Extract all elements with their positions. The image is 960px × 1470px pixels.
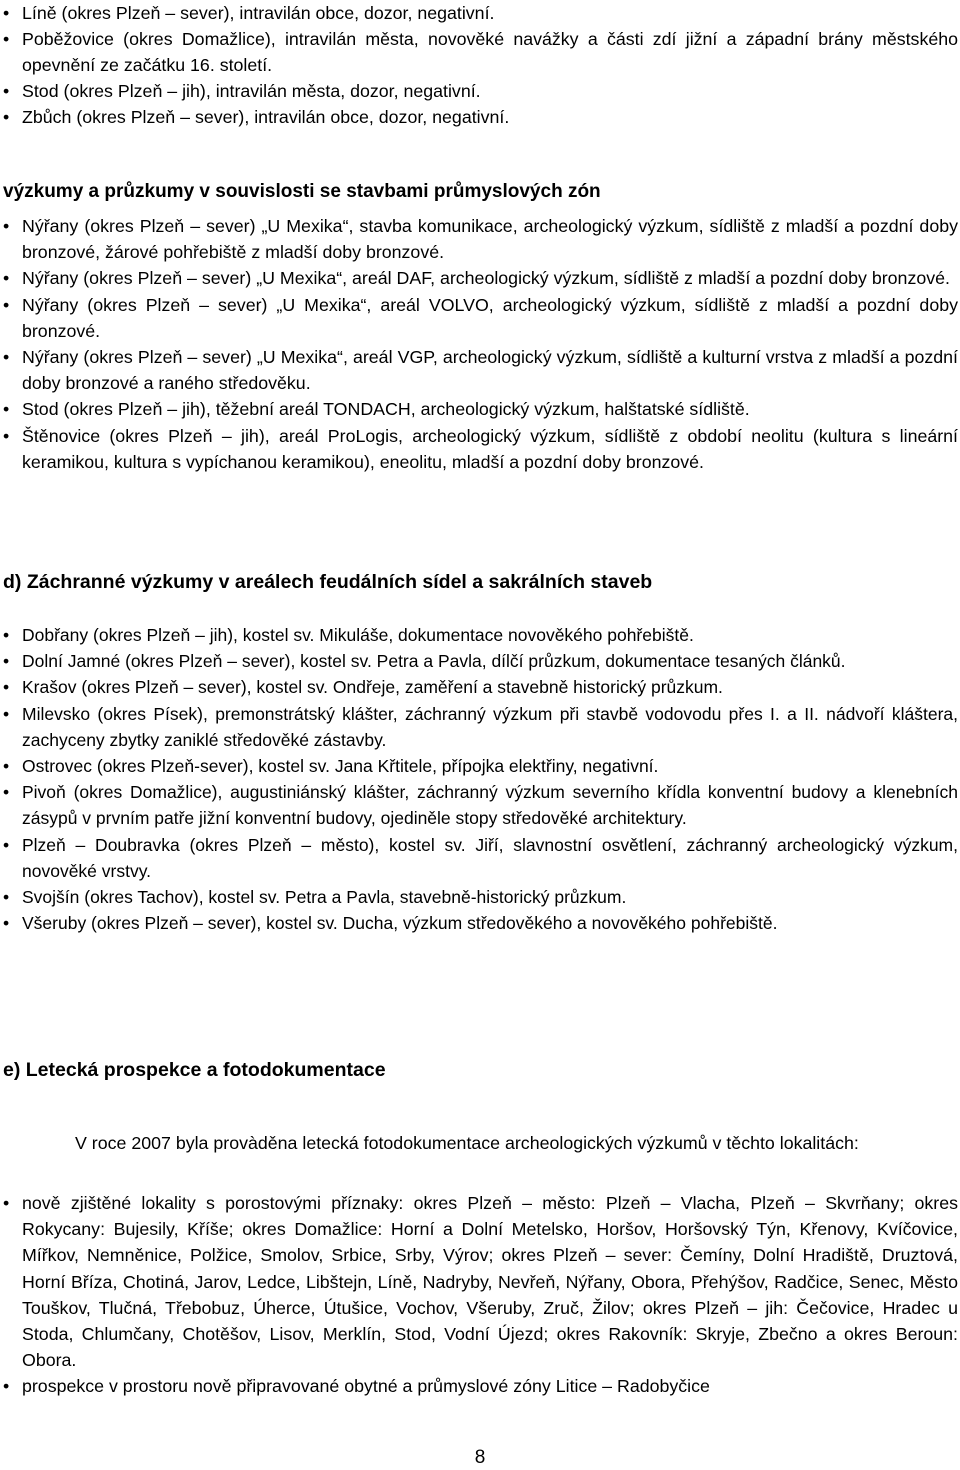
list-item: • Líně (okres Plzeň – sever), intravilán obce, dozor, negativní. [0, 0, 958, 26]
aerial-intro-paragraph: V roce 2007 byla provàděna letecká fotodokumentace archeologických výzkumů v těchto lokalitách: [75, 1132, 859, 1153]
list-item: • Nýřany (okres Plzeň – sever) „U Mexika“, stavba komunikace, archeologický výzkum, sídliště z mladší a pozdní doby bronzové, žárové pohřebiště z mladší doby bronzové. [0, 213, 958, 265]
section-heading-industrial: výzkumy a průzkumy v souvislosti se stavbami průmyslových zón [3, 181, 601, 202]
list-item: • Dolní Jamné (okres Plzeň – sever), kostel sv. Petra a Pavla, dílčí průzkum, dokumentace tesaných článků. [0, 648, 958, 674]
list-item: • Pivoň (okres Domažlice), augustiniánský klášter, záchranný výzkum severního křídla konventní budovy a klenebních zásypů v prvním patře jižní konventní budovy, ojediněle stopy středověké architektury. [0, 779, 958, 831]
list-item: • Svojšín (okres Tachov), kostel sv. Petra a Pavla, stavebně-historický průzkum. [0, 884, 958, 910]
section-heading-aerial: e) Letecká prospekce a fotodokumentace [3, 1059, 386, 1081]
list-industrial [0, 213, 960, 475]
list-item: • Stod (okres Plzeň – jih), intravilán města, dozor, negativní. [0, 78, 958, 104]
list-item: • Všeruby (okres Plzeň – sever), kostel sv. Ducha, výzkum středověkého a novověkého pohřebiště. [0, 910, 958, 936]
list-aerial [0, 1190, 960, 1400]
list-feudal [0, 622, 960, 936]
list-item: • Milevsko (okres Písek), premonstrátský klášter, záchranný výzkum při stavbě vodovodu přes I. a II. nádvoří kláštera, zachyceny zbytky zaniklé středověké zástavby. [0, 701, 958, 753]
list-item: • Plzeň – Doubravka (okres Plzeň – město), kostel sv. Jiří, slavnostní osvětlení, záchranný archeologický výzkum, novověké vrstvy. [0, 832, 958, 884]
list-item: • Štěnovice (okres Plzeň – jih), areál ProLogis, archeologický výzkum, sídliště z období neolitu (kultura s lineární keramikou, kultura s vypíchanou keramikou), eneolitu, mladší a pozdní doby bronzové. [0, 423, 958, 475]
list-item: • nově zjištěné lokality s porostovými příznaky: okres Plzeň – město: Plzeň – Vlacha, Plzeň – Skvrňany; okres Rokycany: Bujesily, Kříše; okres Domažlice: Horní a Dolní Metelsko, Horšov, Horšovský Týn, Křenovy, Kvíčovice, Mířkov, Nemněnice, Polžice, Smolov, Srbice, Srby, Výrov; okres Plzeň – sever: Čemíny, Dolní Hradiště, Druztová, Horní Bříza, Chotiná, Jarov, Ledce, Libštejn, Líně, Nadryby, Nevřeň, Nýřany, Obora, Přehýšov, Radčice, Senec, Město Touškov, Tlučná, Třebobuz, Úherce, Útušice, Vochov, Všeruby, Zruč, Žilov; okres Plzeň – jih: Čečovice, Hradec u Stoda, Chlumčany, Chotěšov, Lisov, Merklín, Stod, Vodní Újezd; okres Rakovník: Skryje, Zbečno a okres Beroun: Obora. [0, 1190, 958, 1373]
list-item: • Krašov (okres Plzeň – sever), kostel sv. Ondřeje, zaměření a stavebně historický průzkum. [0, 674, 958, 700]
section-heading-feudal: d) Záchranné výzkumy v areálech feudálních sídel a sakrálních staveb [3, 571, 653, 593]
list-item: • Stod (okres Plzeň – jih), těžební areál TONDACH, archeologický výzkum, halštatské sídliště. [0, 396, 958, 422]
list-item: • Ostrovec (okres Plzeň-sever), kostel sv. Jana Křtitele, přípojka elektřiny, negativní. [0, 753, 958, 779]
list-item: • Nýřany (okres Plzeň – sever) „U Mexika“, areál VOLVO, archeologický výzkum, sídliště z mladší a pozdní doby bronzové. [0, 292, 958, 344]
page-number: 8 [474, 1447, 486, 1468]
list-item: • Nýřany (okres Plzeň – sever) „U Mexika“, areál DAF, archeologický výzkum, sídliště z mladší a pozdní doby bronzové. [0, 265, 958, 291]
list-item: • Zbůch (okres Plzeň – sever), intravilán obce, dozor, negativní. [0, 104, 958, 130]
list-item: • Nýřany (okres Plzeň – sever) „U Mexika“, areál VGP, archeologický výzkum, sídliště a kulturní vrstva z mladší a pozdní doby bronzové a raného středověku. [0, 344, 958, 396]
list-item: • Dobřany (okres Plzeň – jih), kostel sv. Mikuláše, dokumentace novověkého pohřebiště. [0, 622, 958, 648]
list-intravilan [0, 0, 960, 130]
list-item: • Poběžovice (okres Domažlice), intravilán města, novověké navážky a části zdí jižní a západní brány městského opevnění ze začátku 16. století. [0, 26, 958, 78]
list-item: • prospekce v prostoru nově připravované obytné a průmyslové zóny Litice – Radobyčice [0, 1373, 958, 1399]
